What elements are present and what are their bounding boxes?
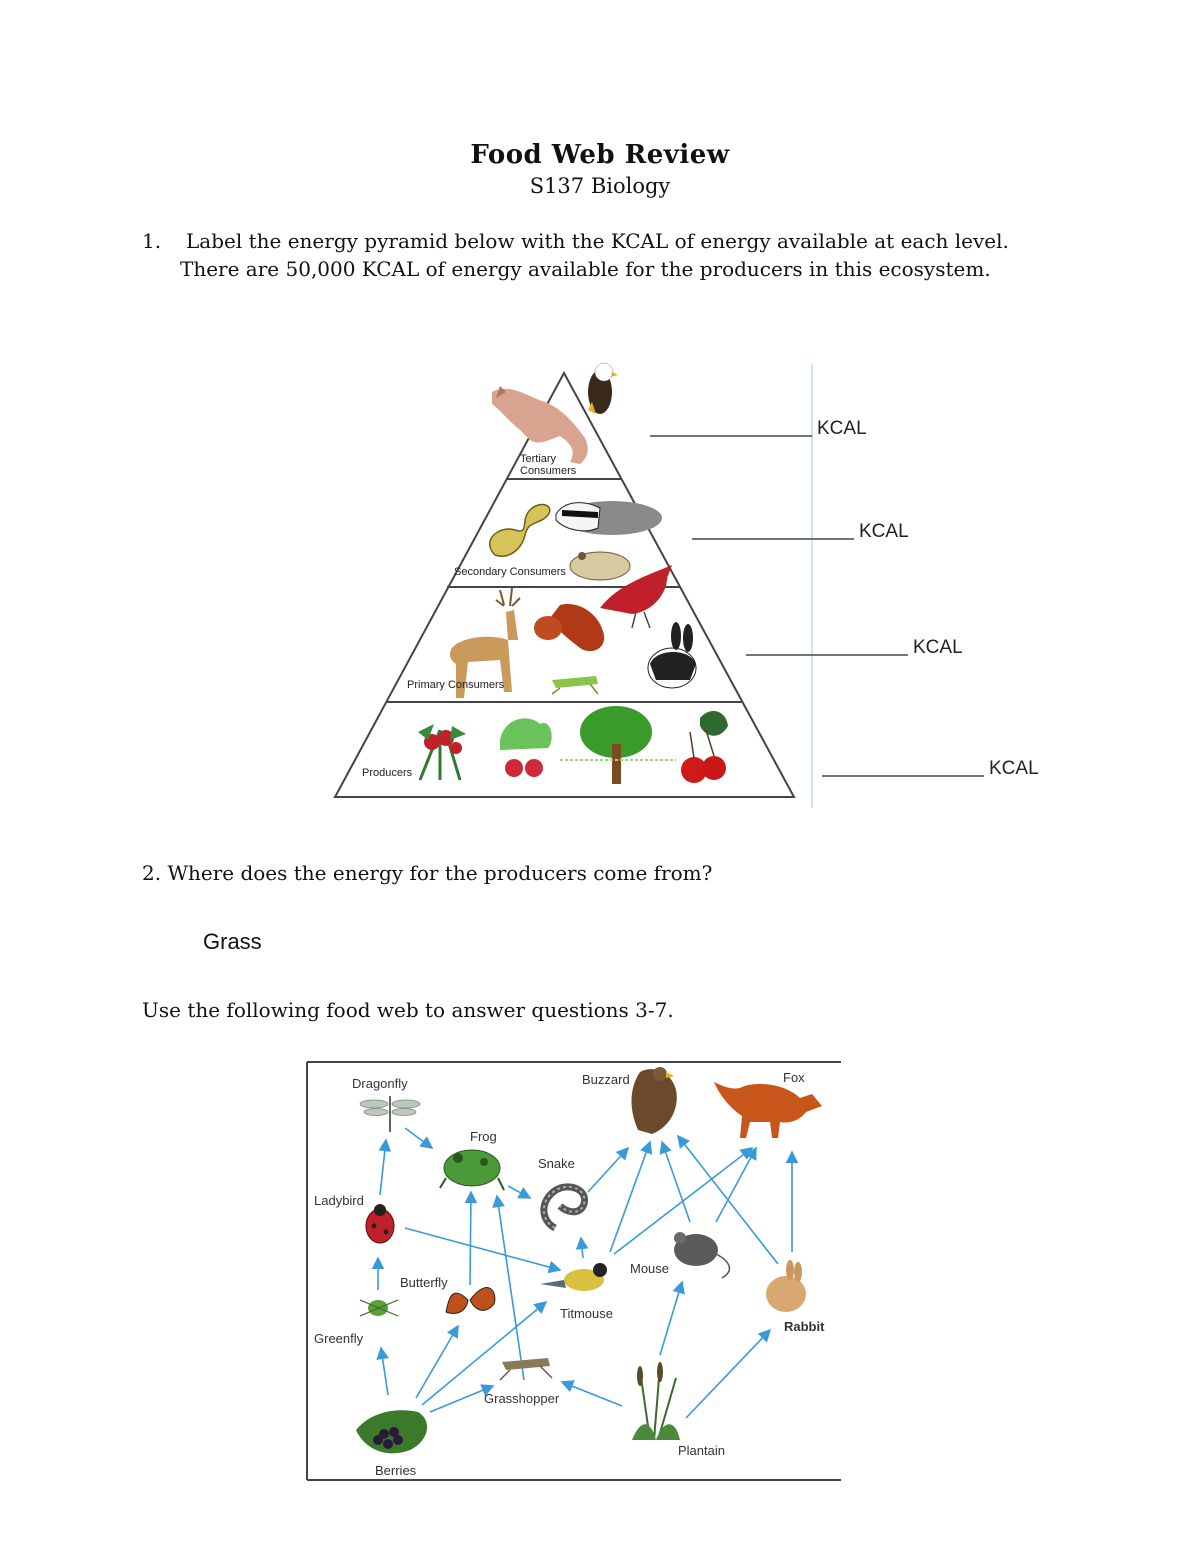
frog-icon — [570, 552, 630, 580]
organism-label-mouse: Mouse — [630, 1261, 670, 1276]
pyramid-tertiary-label: Tertiary — [520, 453, 557, 465]
tertiary-kcal-unit: KCAL — [817, 418, 867, 439]
pyramid-primary-label: Primary Consumers — [407, 679, 505, 691]
pyramid-producers-label: Producers — [362, 767, 413, 779]
organism-label-greenfly: Greenfly — [314, 1331, 364, 1346]
organism-label-butterfly: Butterfly — [400, 1275, 448, 1290]
question-1-number: 1. — [142, 229, 162, 253]
organism-label-fox: Fox — [783, 1070, 805, 1085]
organism-label-snake: Snake — [538, 1156, 575, 1171]
organism-label-frog: Frog — [470, 1129, 497, 1144]
course-subtitle: S137 Biology — [529, 174, 671, 198]
primary-kcal-unit: KCAL — [913, 637, 963, 658]
organism-label-berries: Berries — [375, 1463, 417, 1478]
food-web-instructions: Use the following food web to answer questions 3-7. — [142, 998, 674, 1022]
question-1-text-line1: Label the energy pyramid below with the KCAL of energy available at each level. — [186, 229, 1009, 253]
pyramid-tertiary-label-2: Consumers — [520, 465, 577, 477]
organism-label-ladybird: Ladybird — [314, 1193, 364, 1208]
question-2-text: 2. Where does the energy for the producers come from? — [142, 861, 713, 885]
page-title: Food Web Review — [470, 140, 730, 170]
food-web — [307, 1062, 841, 1480]
organism-label-grasshopper: Grasshopper — [484, 1391, 560, 1406]
producers-kcal-unit: KCAL — [989, 758, 1039, 779]
question-2-answer: Grass — [203, 929, 262, 954]
eagle-icon — [588, 363, 618, 414]
pyramid-secondary-label: Secondary Consumers — [454, 566, 566, 578]
secondary-kcal-unit: KCAL — [859, 521, 909, 542]
organism-label-dragonfly: Dragonfly — [352, 1076, 408, 1091]
organism-label-buzzard: Buzzard — [582, 1072, 630, 1087]
organism-label-plantain: Plantain — [678, 1443, 725, 1458]
organism-label-rabbit: Rabbit — [784, 1319, 825, 1334]
organism-label-titmouse: Titmouse — [560, 1306, 613, 1321]
question-1-text-line2: There are 50,000 KCAL of energy available for the producers in this ecosystem. — [180, 257, 991, 281]
